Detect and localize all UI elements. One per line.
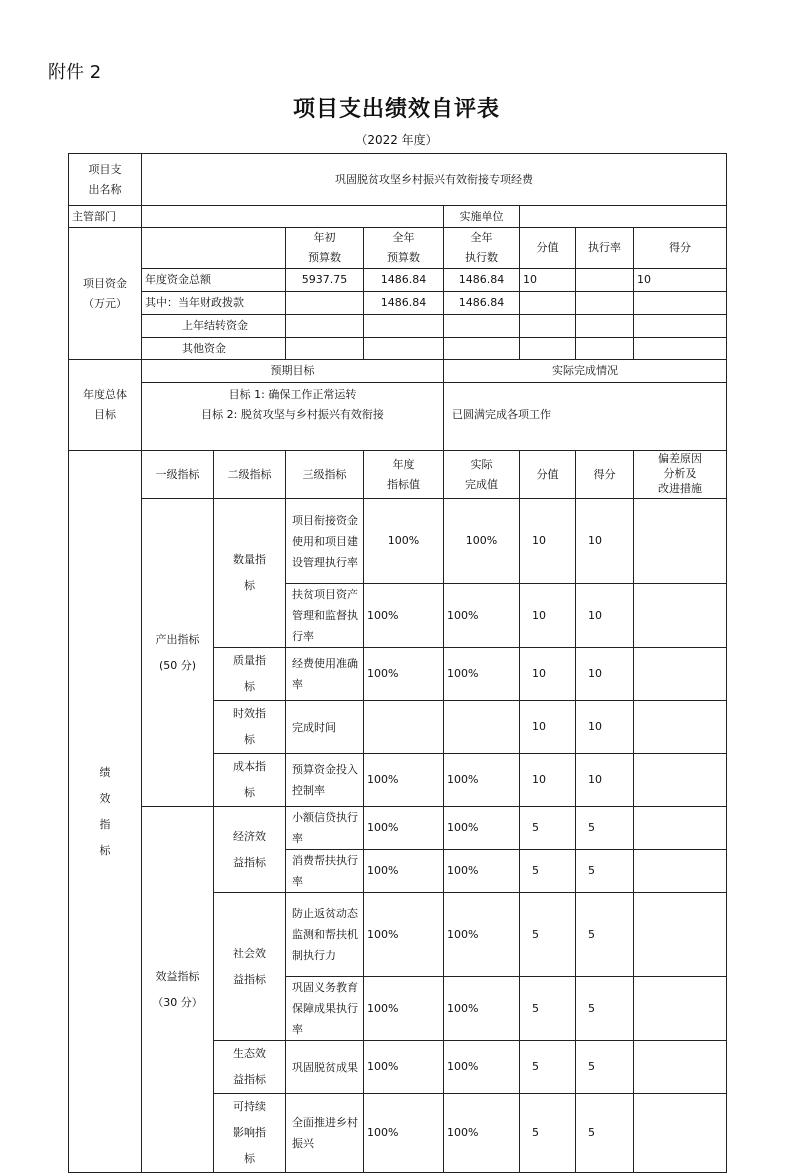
level3-indicator: 消费帮扶执行率 — [286, 850, 364, 893]
deviation-analysis — [634, 701, 727, 754]
funds-row — [69, 315, 727, 338]
page-title: 项目支出绩效自评表 — [292, 97, 500, 122]
level3-indicator: 项目衔接资金使用和项目建设管理执行率 — [286, 499, 364, 584]
target-value — [364, 701, 444, 754]
target-value: 100% — [364, 1041, 444, 1094]
execution-rate — [576, 292, 634, 315]
project-name-value: 巩固脱贫攻坚乡村振兴有效衔接专项经费 — [142, 154, 727, 206]
score-value: 10 — [520, 648, 576, 701]
deviation-analysis — [634, 893, 727, 977]
actual-completion: 已圆满完成各项工作 — [444, 383, 727, 451]
annual-executed — [444, 315, 520, 338]
score-value — [520, 315, 576, 338]
annual-budget: 1486.84 — [364, 269, 444, 292]
deviation-analysis — [634, 584, 727, 648]
funds-row — [69, 292, 727, 315]
label-line: 全年 — [392, 231, 415, 244]
execution-rate — [576, 315, 634, 338]
target-value: 100% — [364, 893, 444, 977]
score-value: 5 — [520, 850, 576, 893]
expected-goals-header: 预期目标 — [142, 360, 444, 383]
initial-budget: 5937.75 — [286, 269, 364, 292]
annual-budget — [364, 315, 444, 338]
header-initial — [286, 228, 364, 269]
level3-indicator: 完成时间 — [286, 701, 364, 754]
score-got — [634, 338, 727, 360]
level2-indicator: 社会效益指标 — [214, 893, 286, 1041]
label-line: 项目资金 — [83, 276, 127, 290]
attachment-label: 附件 2 — [48, 62, 102, 83]
funds-row — [69, 338, 727, 360]
actual-value: 100% — [444, 893, 520, 977]
label-line: 目标 1: 确保工作正常运转 — [228, 388, 357, 401]
target-value: 100% — [364, 754, 444, 807]
score-got: 10 — [576, 754, 634, 807]
goals-header-row — [69, 360, 727, 383]
score-value: 10 — [520, 701, 576, 754]
level3-indicator: 经费使用准确率 — [286, 648, 364, 701]
label-line: 改进措施 — [658, 482, 702, 495]
execution-rate — [576, 269, 634, 292]
header-score: 分值 — [520, 228, 576, 269]
project-name-label — [69, 154, 142, 206]
label-line: 实际 — [470, 457, 493, 471]
label-line: 出名称 — [88, 182, 122, 196]
score-value: 5 — [520, 977, 576, 1041]
header-got: 得分 — [634, 228, 727, 269]
execution-rate — [576, 338, 634, 360]
level3-indicator: 小额信贷执行率 — [286, 807, 364, 850]
level2-indicator: 数量指标 — [214, 499, 286, 648]
score-got: 5 — [576, 1094, 634, 1173]
target-value: 100% — [364, 584, 444, 648]
initial-budget — [286, 315, 364, 338]
annual-executed — [444, 338, 520, 360]
label-line: 产出指标 — [155, 632, 200, 646]
actual-value: 100% — [444, 499, 520, 584]
target-value: 100% — [364, 977, 444, 1041]
level2-indicator: 成本指标 — [214, 754, 286, 807]
target-value: 100% — [364, 1094, 444, 1173]
deviation-analysis — [634, 807, 727, 850]
header-level3: 三级指标 — [286, 451, 364, 499]
score-value: 5 — [520, 893, 576, 977]
level1-indicator — [142, 807, 214, 1173]
indicator-row — [69, 499, 727, 584]
label-line: (50 分) — [158, 658, 197, 672]
label-line: 目标 2: 脱贫攻坚与乡村振兴有效衔接 — [201, 408, 384, 421]
self-evaluation-table — [68, 153, 727, 1173]
level3-indicator: 巩固脱贫成果 — [286, 1041, 364, 1094]
actual-value: 100% — [444, 807, 520, 850]
performance-indicators-label — [69, 451, 142, 1173]
expected-goals — [142, 383, 444, 451]
funds-row — [69, 269, 727, 292]
actual-value: 100% — [444, 977, 520, 1041]
label-line: 全年 — [470, 231, 493, 244]
score-value — [520, 292, 576, 315]
indicator-row — [69, 807, 727, 850]
fund-source-label: 其他资金 — [142, 338, 286, 360]
level3-indicator: 预算资金投入控制率 — [286, 754, 364, 807]
initial-budget — [286, 292, 364, 315]
fund-source-label: 年度资金总额 — [142, 269, 286, 292]
impl-unit-value — [520, 206, 727, 228]
indicators-header-row — [69, 451, 727, 499]
label-line: 项目支 — [88, 162, 122, 176]
label-line: 年度总体 — [83, 388, 127, 401]
score-value: 10 — [520, 584, 576, 648]
header-deviation — [634, 451, 727, 499]
dept-value — [142, 206, 444, 228]
actual-value: 100% — [444, 754, 520, 807]
score-value: 10 — [520, 499, 576, 584]
level2-indicator: 生态效益指标 — [214, 1041, 286, 1094]
score-value: 5 — [520, 807, 576, 850]
deviation-analysis — [634, 648, 727, 701]
label-line: 偏差原因 — [658, 452, 702, 465]
header-got: 得分 — [576, 451, 634, 499]
score-value: 5 — [520, 1041, 576, 1094]
header-actual — [444, 451, 520, 499]
label-line: 目标 — [94, 408, 116, 421]
fund-source-label: 上年结转资金 — [142, 315, 286, 338]
label-line: （万元） — [83, 296, 127, 310]
label-line: 预算数 — [308, 251, 341, 264]
label-line: 执行数 — [465, 251, 498, 264]
level2-indicator: 质量指标 — [214, 648, 286, 701]
dept-row — [69, 206, 727, 228]
score-got — [634, 292, 727, 315]
label-line: 完成值 — [465, 477, 498, 491]
score-value: 5 — [520, 1094, 576, 1173]
score-got: 10 — [576, 499, 634, 584]
label-line: 效益指标 — [155, 969, 200, 983]
label-line: 分析及 — [663, 467, 697, 480]
target-value: 100% — [364, 499, 444, 584]
score-got: 5 — [576, 850, 634, 893]
deviation-analysis — [634, 499, 727, 584]
actual-value: 100% — [444, 850, 520, 893]
score-got: 5 — [576, 807, 634, 850]
score-got: 5 — [576, 1041, 634, 1094]
actual-value: 100% — [444, 648, 520, 701]
score-value — [520, 338, 576, 360]
annual-executed: 1486.84 — [444, 292, 520, 315]
deviation-analysis — [634, 1041, 727, 1094]
score-got: 5 — [576, 977, 634, 1041]
actual-value: 100% — [444, 1041, 520, 1094]
impl-unit-label: 实施单位 — [444, 206, 520, 228]
level3-indicator: 防止返贫动态监测和帮扶机制执行力 — [286, 893, 364, 977]
level1-indicator — [142, 499, 214, 807]
dept-label: 主管部门 — [69, 206, 142, 228]
annual-budget: 1486.84 — [364, 292, 444, 315]
level2-indicator: 时效指标 — [214, 701, 286, 754]
level3-indicator: 巩固义务教育保障成果执行率 — [286, 977, 364, 1041]
header-target — [364, 451, 444, 499]
score-got: 10 — [576, 701, 634, 754]
initial-budget — [286, 338, 364, 360]
level2-indicator: 经济效益指标 — [214, 807, 286, 893]
header-rate: 执行率 — [576, 228, 634, 269]
label-line: 预算数 — [387, 251, 420, 264]
score-got: 10 — [634, 269, 727, 292]
header-annual — [364, 228, 444, 269]
actual-value — [444, 701, 520, 754]
label-line: 指标值 — [387, 477, 420, 491]
empty-cell — [142, 228, 286, 269]
funds-label — [69, 228, 142, 360]
year-label: （2022 年度） — [355, 133, 438, 147]
deviation-analysis — [634, 1094, 727, 1173]
header-level1: 一级指标 — [142, 451, 214, 499]
label-line: 年初 — [313, 231, 336, 244]
target-value: 100% — [364, 850, 444, 893]
deviation-analysis — [634, 850, 727, 893]
label-line: （30 分） — [152, 995, 203, 1009]
target-value: 100% — [364, 807, 444, 850]
header-score: 分值 — [520, 451, 576, 499]
target-value: 100% — [364, 648, 444, 701]
header-executed — [444, 228, 520, 269]
score-got: 5 — [576, 893, 634, 977]
actual-value: 100% — [444, 1094, 520, 1173]
label-line: 年度 — [392, 457, 415, 471]
score-got: 10 — [576, 584, 634, 648]
annual-goals-label — [69, 360, 142, 451]
level3-indicator: 全面推进乡村振兴 — [286, 1094, 364, 1173]
level3-indicator: 扶贫项目资产管理和监督执行率 — [286, 584, 364, 648]
score-value: 10 — [520, 754, 576, 807]
fund-source-label: 其中：当年财政拨款 — [142, 292, 286, 315]
actual-completion-header: 实际完成情况 — [444, 360, 727, 383]
annual-executed: 1486.84 — [444, 269, 520, 292]
project-name-row — [69, 154, 727, 206]
score-got: 10 — [576, 648, 634, 701]
level2-indicator: 可持续影响指标 — [214, 1094, 286, 1173]
header-level2: 二级指标 — [214, 451, 286, 499]
annual-budget — [364, 338, 444, 360]
funds-header-row — [69, 228, 727, 269]
deviation-analysis — [634, 977, 727, 1041]
deviation-analysis — [634, 754, 727, 807]
performance-indicators-vertical-label: 绩效指标 — [99, 765, 111, 857]
score-got — [634, 315, 727, 338]
goals-row — [69, 383, 727, 451]
score-value: 10 — [520, 269, 576, 292]
actual-value: 100% — [444, 584, 520, 648]
